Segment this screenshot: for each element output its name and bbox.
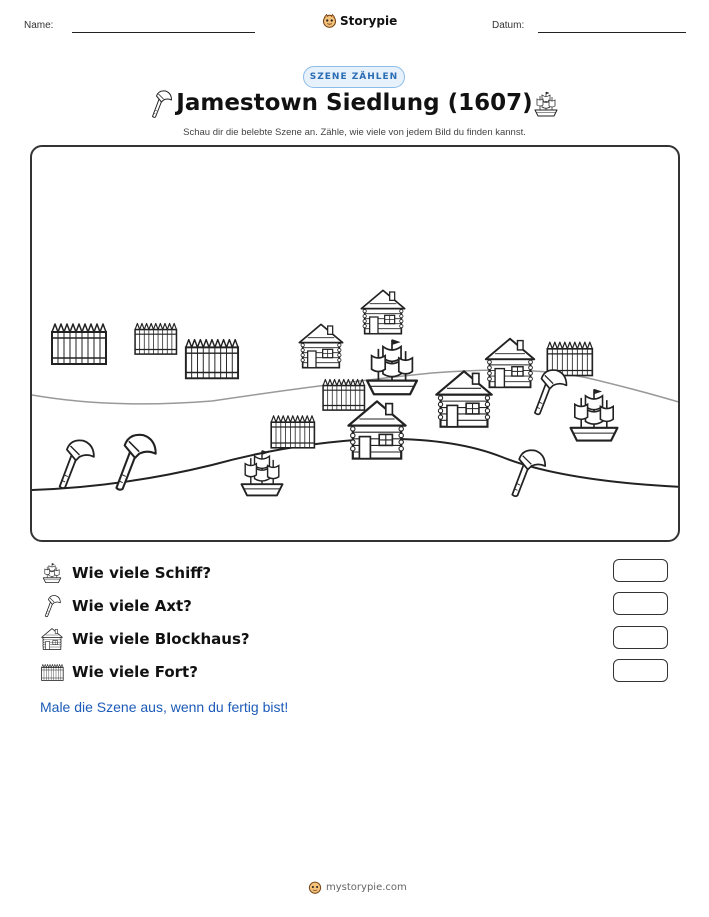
scene-illustration bbox=[32, 147, 680, 542]
fort-1 bbox=[52, 324, 106, 364]
coloring-instruction: Male die Szene aus, wenn du fertig bist! bbox=[40, 699, 289, 715]
worksheet-type-badge: SZENE ZÄHLEN bbox=[303, 66, 405, 88]
question-log-cabins bbox=[40, 626, 250, 652]
footer bbox=[308, 880, 407, 894]
fort-icon bbox=[40, 660, 64, 684]
question-axes bbox=[40, 593, 192, 619]
axe-icon bbox=[40, 594, 64, 618]
axe-2 bbox=[116, 435, 155, 490]
log-cabin-3 bbox=[486, 339, 535, 388]
axe-4 bbox=[512, 450, 545, 496]
name-label: Name: bbox=[24, 20, 54, 31]
brand-name: Storypie bbox=[340, 13, 398, 28]
storypie-mascot-icon bbox=[308, 880, 322, 894]
date-label: Datum: bbox=[492, 20, 525, 31]
log-cabin-4 bbox=[436, 371, 491, 426]
fort-6 bbox=[271, 416, 314, 448]
ship-icon bbox=[531, 89, 561, 119]
answer-box-forts[interactable] bbox=[613, 659, 668, 682]
ship-3 bbox=[241, 451, 282, 496]
counting-scene bbox=[30, 145, 680, 542]
question-text: Wie viele Schiff? bbox=[72, 564, 212, 582]
axe-1 bbox=[60, 440, 94, 488]
date-line[interactable] bbox=[538, 32, 686, 33]
fort-3 bbox=[186, 340, 238, 379]
page-title: Jamestown Siedlung (1607) bbox=[176, 90, 533, 116]
log-cabin-1 bbox=[361, 290, 404, 333]
log-cabin-2 bbox=[299, 324, 342, 367]
question-text: Wie viele Axt? bbox=[72, 597, 192, 615]
question-text: Wie viele Fort? bbox=[72, 663, 198, 681]
fort-5 bbox=[323, 379, 364, 410]
answer-box-ships[interactable] bbox=[613, 559, 668, 582]
ship-2 bbox=[571, 389, 618, 440]
log-cabin-icon bbox=[40, 627, 64, 651]
answer-box-axes[interactable] bbox=[613, 592, 668, 615]
ship-icon bbox=[40, 561, 64, 585]
ship-1 bbox=[367, 340, 417, 394]
question-forts bbox=[40, 659, 198, 685]
storypie-mascot-icon bbox=[322, 13, 337, 28]
question-ships bbox=[40, 560, 211, 586]
instructions: Schau dir die belebte Szene an. Zähle, wie viele von jedem Bild du finden kannst. bbox=[183, 127, 526, 138]
brand-logo bbox=[322, 13, 397, 28]
name-line[interactable] bbox=[72, 32, 255, 33]
footer-url: mystorypie.com bbox=[326, 881, 407, 893]
fort-2 bbox=[135, 323, 176, 354]
answer-box-log-cabins[interactable] bbox=[613, 626, 668, 649]
axe-3 bbox=[535, 370, 567, 414]
question-text: Wie viele Blockhaus? bbox=[72, 630, 250, 648]
